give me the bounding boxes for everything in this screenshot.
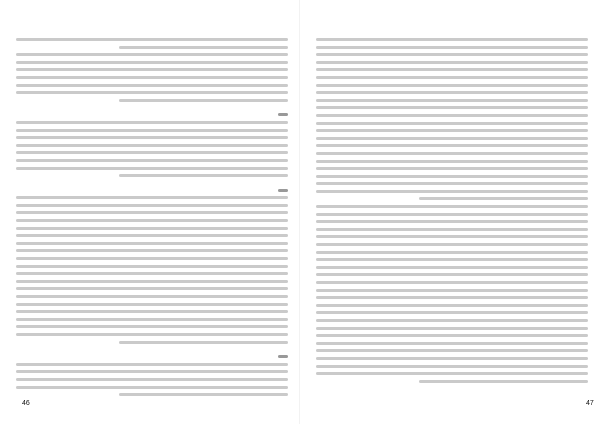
text-line-placeholder [16,287,288,290]
text-line-placeholder [316,122,588,125]
text-line-placeholder [16,333,288,336]
text-line-placeholder [16,280,288,283]
text-line-placeholder [316,182,588,185]
text-line-placeholder [16,249,288,252]
text-line-placeholder [16,151,288,154]
section-number-placeholder [278,355,288,358]
text-line-placeholder [316,365,588,368]
text-line-placeholder [316,228,588,231]
text-line-placeholder [16,386,288,389]
text-line-placeholder [316,114,588,117]
text-line-placeholder [16,295,288,298]
text-line-placeholder [16,370,288,373]
text-line-placeholder [16,310,288,313]
text-line-placeholder [316,144,588,147]
text-line-placeholder [16,84,288,87]
text-line-placeholder [316,349,588,352]
text-line-placeholder [316,213,588,216]
text-line-placeholder [16,325,288,328]
section-number-placeholder [278,189,288,192]
text-line-placeholder [316,372,588,375]
text-line-placeholder [16,363,288,366]
page-number-left: 46 [22,400,30,407]
text-line-placeholder [316,266,588,269]
text-line-placeholder [316,319,588,322]
text-line-placeholder [16,129,288,132]
text-line-placeholder [16,61,288,64]
text-line-placeholder [316,84,588,87]
text-line-placeholder [16,121,288,124]
text-line-placeholder [16,68,288,71]
text-line-placeholder [316,160,588,163]
text-line-placeholder [316,220,588,223]
text-block-left [16,34,288,394]
text-line-placeholder [316,46,588,49]
text-line-placeholder [16,204,288,207]
text-line-placeholder [316,327,588,330]
text-line-placeholder [419,380,588,383]
text-line-placeholder [16,303,288,306]
text-line-placeholder [16,38,288,41]
text-line-placeholder [316,68,588,71]
text-line-placeholder [16,91,288,94]
text-line-placeholder [119,393,288,396]
text-line-placeholder [316,99,588,102]
text-line-placeholder [119,174,288,177]
text-line-placeholder [316,152,588,155]
text-line-placeholder [316,243,588,246]
page-number-right: 47 [586,400,594,407]
text-line-placeholder [16,211,288,214]
text-line-placeholder [119,46,288,49]
text-line-placeholder [316,273,588,276]
text-line-placeholder [316,334,588,337]
text-line-placeholder [316,91,588,94]
text-line-placeholder [316,129,588,132]
section-number-placeholder [278,113,288,116]
text-line-placeholder [16,272,288,275]
text-line-placeholder [316,137,588,140]
text-line-placeholder [316,175,588,178]
text-line-placeholder [316,106,588,109]
text-line-placeholder [16,167,288,170]
text-line-placeholder [16,378,288,381]
text-line-placeholder [316,205,588,208]
text-line-placeholder [316,258,588,261]
text-line-placeholder [316,235,588,238]
text-block-right [316,34,588,394]
text-line-placeholder [119,99,288,102]
text-line-placeholder [316,190,588,193]
text-line-placeholder [316,304,588,307]
text-line-placeholder [16,227,288,230]
text-line-placeholder [16,242,288,245]
text-line-placeholder [16,234,288,237]
text-line-placeholder [316,167,588,170]
text-line-placeholder [316,296,588,299]
page-right [300,0,600,424]
text-line-placeholder [16,144,288,147]
text-line-placeholder [316,357,588,360]
text-line-placeholder [316,38,588,41]
text-line-placeholder [16,257,288,260]
text-line-placeholder [16,318,288,321]
text-line-placeholder [16,219,288,222]
text-line-placeholder [119,341,288,344]
text-line-placeholder [316,76,588,79]
text-line-placeholder [316,311,588,314]
text-line-placeholder [316,251,588,254]
text-line-placeholder [16,136,288,139]
text-line-placeholder [316,289,588,292]
text-line-placeholder [316,342,588,345]
text-line-placeholder [316,281,588,284]
text-line-placeholder [16,76,288,79]
text-line-placeholder [16,159,288,162]
text-line-placeholder [316,61,588,64]
text-line-placeholder [16,196,288,199]
text-line-placeholder [16,53,288,56]
text-line-placeholder [419,197,588,200]
text-line-placeholder [316,53,588,56]
text-line-placeholder [16,265,288,268]
